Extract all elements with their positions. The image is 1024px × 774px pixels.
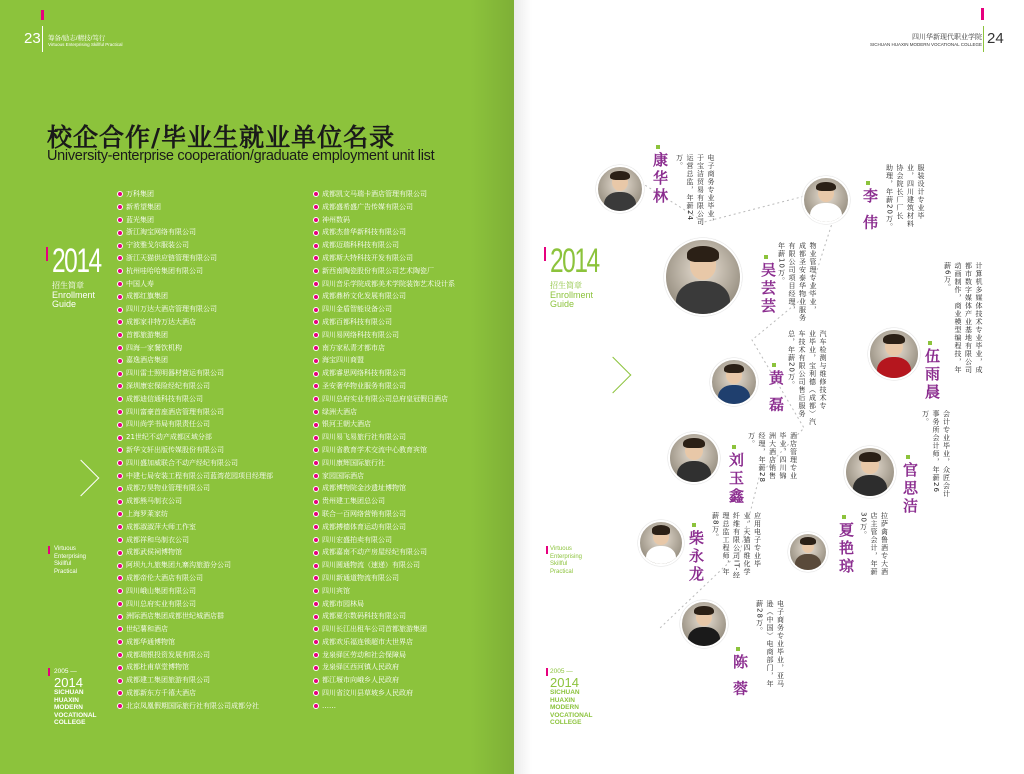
company-item: 蓝光集团 bbox=[117, 214, 273, 227]
company-item: 万科集团 bbox=[117, 188, 273, 201]
company-item: 成都睿思网络科技有限公司 bbox=[313, 367, 455, 380]
name-marker bbox=[906, 455, 910, 459]
page-number-right: 24 bbox=[987, 30, 1004, 47]
graduate-name: 黄 磊 bbox=[767, 370, 785, 415]
description-line: 协会院长厂厂长 bbox=[896, 164, 904, 220]
company-item: 成都博物院金沙遗址博物馆 bbox=[313, 482, 455, 495]
company-item: 都江堰市向峨乡人民政府 bbox=[313, 674, 455, 687]
description-line: 事务所会计师，年薪26 bbox=[932, 410, 940, 493]
company-item: 浙江淘宝网络有限公司 bbox=[117, 226, 273, 239]
company-item: 成都祥和乌制衣公司 bbox=[117, 534, 273, 547]
description-line: 于宝洁贸易有限公司 bbox=[696, 154, 705, 226]
photo-body bbox=[853, 475, 888, 498]
graduate-photo bbox=[638, 520, 684, 566]
motto-line: Skillful bbox=[54, 561, 72, 567]
company-item: 成都市园林局 bbox=[313, 598, 455, 611]
company-item: 成都杜甫草堂博物馆 bbox=[117, 661, 273, 674]
company-item: 成都鼎桥文化发展有限公司 bbox=[313, 290, 455, 303]
company-item: 成都新东方千禧大酒店 bbox=[117, 687, 273, 700]
company-item: 四川长江出租车公司首都旅游集团 bbox=[313, 623, 455, 636]
graduate-name: 陈 蓉 bbox=[731, 654, 749, 699]
company-item: 龙泉驿区西河镇人民政府 bbox=[313, 661, 455, 674]
description-line: 运营总监，年薪24 bbox=[686, 154, 694, 221]
company-item: 成都迈瑞科科技有限公司 bbox=[313, 239, 455, 252]
description-line: 理总监工程师，年 bbox=[722, 512, 730, 576]
company-item: 杭州哇哈哈集团有限公司 bbox=[117, 265, 273, 278]
photo-body bbox=[604, 192, 636, 213]
name-marker bbox=[656, 145, 660, 149]
company-item: 成都夏尔数码科技有限公司 bbox=[313, 610, 455, 623]
photo-hair bbox=[694, 606, 713, 616]
graduate-name: 康华林 bbox=[651, 152, 669, 206]
enrollment-en: Enrollment bbox=[550, 290, 594, 300]
motto-line: Virtuous bbox=[54, 546, 76, 552]
description-line: 毕业，四川锦 bbox=[779, 432, 787, 480]
description-line: 助理，年薪20万。 bbox=[885, 164, 894, 231]
company-item: 成都淑淑萍大师工作室 bbox=[117, 521, 273, 534]
company-item: 四川万达大酒店管理有限公司 bbox=[117, 303, 273, 316]
graduate-photo bbox=[664, 238, 742, 316]
graduate-photo bbox=[788, 532, 828, 572]
description-line: 拉萨禽鲁酒专大酒 bbox=[880, 512, 889, 576]
name-marker bbox=[842, 515, 846, 519]
graduate-description bbox=[754, 600, 786, 688]
graduate-photo bbox=[668, 432, 720, 484]
enrollment-tag bbox=[52, 244, 120, 309]
photo-hair bbox=[816, 182, 835, 192]
graduate-name: 夏艳琼 bbox=[837, 522, 855, 576]
header-college-en: SICHUAN HUAXIN MODERN VOCATIONAL COLLEGE bbox=[869, 42, 982, 47]
enrollment-cn: 招生简章 bbox=[550, 281, 582, 290]
company-item: 北京凤凰假期国际旅行社有限公司成都分社 bbox=[117, 700, 273, 713]
company-list-2 bbox=[313, 188, 455, 713]
graduate-description bbox=[746, 432, 799, 483]
description-line: 万。 bbox=[747, 432, 756, 448]
company-item: 神州数码 bbox=[313, 214, 455, 227]
description-line: 酒店管理专业 bbox=[789, 432, 798, 480]
description-line: 薪8万。 bbox=[711, 512, 720, 542]
description-line: 万。 bbox=[675, 154, 684, 170]
college-line: MODERN bbox=[54, 704, 83, 711]
name-marker bbox=[692, 523, 696, 527]
photo-hair bbox=[883, 334, 904, 345]
company-item: 成都华通博物馆 bbox=[117, 636, 273, 649]
graduate-photo bbox=[802, 176, 850, 224]
company-item: 四川富豪首座酒店管理有限公司 bbox=[117, 406, 273, 419]
company-item: 成都瑞银投资发展有限公司 bbox=[117, 649, 273, 662]
name-marker bbox=[736, 647, 740, 651]
company-item: 四川易网络科技有限公司 bbox=[313, 329, 455, 342]
college-line: SICHUAN bbox=[550, 689, 580, 696]
graduate-description bbox=[776, 242, 818, 322]
description-line: 成都圣安泰华物业服务 bbox=[798, 242, 807, 322]
motto-line: Skillful bbox=[550, 561, 568, 567]
description-line: 会计专业毕业，众匠会计 bbox=[942, 410, 951, 498]
company-item: 四川宏盛拍卖有限公司 bbox=[313, 534, 455, 547]
college-line: COLLEGE bbox=[550, 719, 582, 726]
company-item: 世纪薯和酒店 bbox=[117, 623, 273, 636]
graduate-photo bbox=[596, 165, 644, 213]
company-item: 成都红旗集团 bbox=[117, 290, 273, 303]
photo-hair bbox=[859, 452, 880, 463]
description-line: 动画制作，商业模型编程技，年 bbox=[954, 262, 962, 374]
magenta-marker bbox=[48, 546, 50, 554]
graduate-photo bbox=[710, 358, 758, 406]
name-marker bbox=[866, 181, 870, 185]
college-line: MODERN bbox=[550, 704, 579, 711]
company-item: 21世纪不动产成都区域分部 bbox=[117, 431, 273, 444]
graduate-description bbox=[942, 262, 984, 374]
college-block bbox=[54, 668, 97, 727]
college-line: HUAXIN bbox=[550, 696, 575, 704]
college-line: COLLEGE bbox=[54, 719, 86, 726]
company-item: 联合一百网络营销有限公司 bbox=[313, 508, 455, 521]
college-line: VOCATIONAL bbox=[550, 711, 593, 719]
name-marker bbox=[732, 445, 736, 449]
graduate-description bbox=[858, 512, 890, 576]
company-item: 深圳康宏保险经纪有限公司 bbox=[117, 380, 273, 393]
company-item: 成都斯大特科技开发有限公司 bbox=[313, 252, 455, 265]
graduate-name: 官思洁 bbox=[901, 462, 919, 516]
year: 2014 bbox=[54, 675, 83, 690]
description-line: 业毕业，宝利德（成都）汽 bbox=[808, 330, 817, 426]
company-item: 新华文轩出版传媒股份有限公司 bbox=[117, 444, 273, 457]
description-line: 纤维有限公司IT-经 bbox=[732, 512, 741, 580]
company-item: 成都盛希盛广告传媒有限公司 bbox=[313, 201, 455, 214]
photo-hair bbox=[652, 525, 670, 534]
enrollment-cn: 招生简章 bbox=[52, 281, 84, 290]
photo-body bbox=[688, 627, 720, 648]
motto-line: Virtuous bbox=[550, 546, 572, 552]
description-line: 店主管会计，年薪 bbox=[870, 512, 878, 576]
enrollment-en-2: Guide bbox=[550, 299, 575, 309]
magenta-marker bbox=[48, 668, 50, 676]
right-page bbox=[514, 0, 1024, 774]
company-item: 四川宾馆 bbox=[313, 585, 455, 598]
description-line: 业，天猫四维化学 bbox=[743, 512, 751, 576]
description-line: 计算机多媒体技术专业毕业，成 bbox=[975, 262, 983, 374]
company-item: 成都熊马制衣公司 bbox=[117, 495, 273, 508]
enrollment-en: Enrollment bbox=[52, 290, 96, 300]
graduate-name: 柴永龙 bbox=[687, 530, 705, 584]
description-line: 都市数字媒体产业基地有限公司 bbox=[964, 262, 973, 374]
description-line: 经理，年薪28 bbox=[758, 432, 766, 483]
company-item: 成都武侯祠博物馆 bbox=[117, 546, 273, 559]
company-item: 龙泉驿区劳动和社会保障局 bbox=[313, 649, 455, 662]
page-subtitle: University-enterprise cooperation/graduate employment unit list bbox=[47, 148, 435, 164]
name-marker bbox=[772, 363, 776, 367]
motto-line: Practical bbox=[550, 568, 574, 575]
magenta-marker bbox=[46, 247, 48, 261]
company-item: 四川省教育学术交流中心教育宾馆 bbox=[313, 444, 455, 457]
enrollment-year: 2014 bbox=[550, 242, 599, 280]
company-item: 银河王朝大酒店 bbox=[313, 418, 455, 431]
graduate-photo bbox=[844, 446, 896, 498]
company-item: 四川康辉国际旅行社 bbox=[313, 457, 455, 470]
photo-body bbox=[877, 357, 912, 380]
company-item: 绿洲大酒店 bbox=[313, 406, 455, 419]
company-item: 四川盛加威联合不动产经纪有限公司 bbox=[117, 457, 273, 470]
graduate-description bbox=[674, 154, 716, 226]
company-item: 四川新通道物流有限公司 bbox=[313, 572, 455, 585]
company-item: 成都万昊物业管理有限公司 bbox=[117, 482, 273, 495]
description-line: 30万。 bbox=[859, 512, 868, 539]
description-line: 物业管理专业毕业， bbox=[809, 242, 817, 314]
graduate-name: 李 伟 bbox=[861, 188, 879, 233]
company-item: 四川金盾智能设备公司 bbox=[313, 303, 455, 316]
company-item: 洲际酒店集团成都世纪城酒店群 bbox=[117, 610, 273, 623]
photo-hair bbox=[610, 171, 629, 181]
photo-hair bbox=[800, 537, 816, 545]
company-item: 四川雷士照明器材营运有限公司 bbox=[117, 367, 273, 380]
company-item: 宁波雅戈尔服装公司 bbox=[117, 239, 273, 252]
company-item: 成都帝伦大酒店有限公司 bbox=[117, 572, 273, 585]
description-line: 应用电子专业毕 bbox=[753, 512, 762, 568]
year-range: 2005 — bbox=[550, 668, 573, 675]
graduate-name: 刘玉鑫 bbox=[727, 452, 745, 506]
college-line: VOCATIONAL bbox=[54, 711, 97, 719]
header-divider bbox=[42, 26, 43, 52]
company-item: 四川总府实业有限公司 bbox=[117, 598, 273, 611]
company-item: 成都家非特万达大酒店 bbox=[117, 316, 273, 329]
description-line: 年薪10万。 bbox=[777, 242, 786, 285]
company-item: 嘉逸酒店集团 bbox=[117, 354, 273, 367]
graduate-description bbox=[710, 512, 763, 579]
company-item: 四川易飞易旅行社有限公司 bbox=[313, 431, 455, 444]
header-motto-en: Virtuous Enterprising Skillful Practical bbox=[48, 42, 123, 47]
company-item: 四川总府实业有限公司总府皇冠假日酒店 bbox=[313, 393, 455, 406]
photo-body bbox=[677, 461, 712, 484]
company-item: 成都迪信通科技有限公司 bbox=[117, 393, 273, 406]
description-line: 总，年薪20万。 bbox=[787, 330, 796, 389]
description-line: 逊（中国）电商部门，年 bbox=[766, 600, 774, 688]
photo-body bbox=[810, 203, 842, 224]
year: 2014 bbox=[550, 675, 579, 690]
page-title: 校企合作/毕业生就业单位名录 bbox=[47, 123, 396, 152]
photo-body bbox=[795, 554, 821, 572]
graduate-photo bbox=[868, 328, 920, 380]
description-line: 车技术有限公司售后服务 bbox=[798, 330, 806, 418]
graduate-name: 伍雨晨 bbox=[923, 348, 941, 402]
graduate-description bbox=[884, 164, 926, 231]
company-item: 家园国际酒店 bbox=[313, 470, 455, 483]
company-item: 成都搏德体育运动有限公司 bbox=[313, 521, 455, 534]
graduate-description bbox=[920, 410, 952, 498]
photo-body bbox=[646, 546, 676, 566]
description-line: 洲大酒店销售 bbox=[768, 432, 777, 480]
name-marker bbox=[928, 341, 932, 345]
magenta-marker bbox=[41, 10, 44, 20]
motto-line: Enterprising bbox=[550, 553, 583, 560]
company-list-1 bbox=[117, 188, 273, 713]
company-item: 成都凯文马瑞卡酒店管理有限公司 bbox=[313, 188, 455, 201]
company-item: 成都欢乐福连锁超市大世界店 bbox=[313, 636, 455, 649]
year-range: 2005 — bbox=[54, 668, 77, 675]
description-line: 业，四川建筑材料 bbox=[906, 164, 915, 228]
company-item: 四川峨山集团有限公司 bbox=[117, 585, 273, 598]
company-item: 四川尚学书局有限责任公司 bbox=[117, 418, 273, 431]
photo-hair bbox=[687, 246, 720, 262]
company-item: 圣安奢华物业服务有限公司 bbox=[313, 380, 455, 393]
company-item: 贵州建工集团总公司 bbox=[313, 495, 455, 508]
company-item: 四海一家餐饮机构 bbox=[117, 342, 273, 355]
description-line: 汽车检测与维修技术专 bbox=[819, 330, 827, 410]
description-line: 服装设计专业毕 bbox=[917, 164, 925, 220]
enrollment-en-2: Guide bbox=[52, 299, 77, 309]
motto-line: Practical bbox=[54, 568, 78, 575]
company-item: 浙江天猫供应链管理有限公司 bbox=[117, 252, 273, 265]
company-item: 成都嘉南不动产房屋经纪有限公司 bbox=[313, 546, 455, 559]
graduate-photo bbox=[680, 600, 728, 648]
company-item: 中建七局安装工程有限公司蓝湾花园项目经理部 bbox=[117, 470, 273, 483]
description-line: 薪6万。 bbox=[943, 262, 952, 292]
header-motto-cn: 筹备/励志/精技/笃行 bbox=[48, 35, 106, 42]
college-line: SICHUAN bbox=[54, 689, 84, 696]
enrollment-year: 2014 bbox=[52, 242, 101, 280]
graduate-name: 吴芸芸 bbox=[759, 262, 777, 316]
company-item: 四川省汶川县草坡乡人民政府 bbox=[313, 687, 455, 700]
photo-hair bbox=[683, 438, 704, 449]
company-item: 首都旅游集团 bbox=[117, 329, 273, 342]
description-line: 有限公司项目经理， bbox=[788, 242, 796, 314]
company-item: 四川圆通物流（速递）有限公司 bbox=[313, 559, 455, 572]
photo-hair bbox=[724, 364, 743, 374]
description-line: 万。 bbox=[921, 410, 930, 426]
company-item: …… bbox=[313, 700, 455, 713]
name-marker bbox=[764, 255, 768, 259]
company-item: 上海罗莱家纺 bbox=[117, 508, 273, 521]
company-item: 成都杰普华新科技有限公司 bbox=[313, 226, 455, 239]
description-line: 电子商务专业毕业，亚马 bbox=[776, 600, 785, 688]
header-college-cn: 四川华新现代职业学院 bbox=[912, 34, 982, 41]
company-item: 阿坝九九旅集团九寨沟旅游分公司 bbox=[117, 559, 273, 572]
photo-body bbox=[718, 385, 750, 406]
description-line: 薪28万。 bbox=[755, 600, 764, 635]
chevron-right-icon bbox=[63, 460, 100, 497]
company-item: 成都百都科技有限公司 bbox=[313, 316, 455, 329]
company-item: 海宝四川商盟 bbox=[313, 354, 455, 367]
company-item: 新希望集团 bbox=[117, 201, 273, 214]
graduate-description bbox=[786, 330, 828, 426]
college-line: HUAXIN bbox=[54, 696, 79, 704]
page-number-left: 23 bbox=[24, 30, 41, 47]
company-item: 成都建工集团旅游有限公司 bbox=[117, 674, 273, 687]
motto-block bbox=[54, 546, 86, 576]
company-item: 新西南陶瓷股份有限公司艺术陶瓷厂 bbox=[313, 265, 455, 278]
company-item: 四川音乐学院成都美术学院装饰艺术设计系 bbox=[313, 278, 455, 291]
gutter-shadow bbox=[470, 0, 514, 774]
company-item: 中国人寿 bbox=[117, 278, 273, 291]
motto-line: Enterprising bbox=[54, 553, 87, 560]
description-line: 电子商务专业毕业， bbox=[707, 154, 715, 226]
photo-body bbox=[676, 281, 729, 316]
company-item: 南方家私青才都市店 bbox=[313, 342, 455, 355]
